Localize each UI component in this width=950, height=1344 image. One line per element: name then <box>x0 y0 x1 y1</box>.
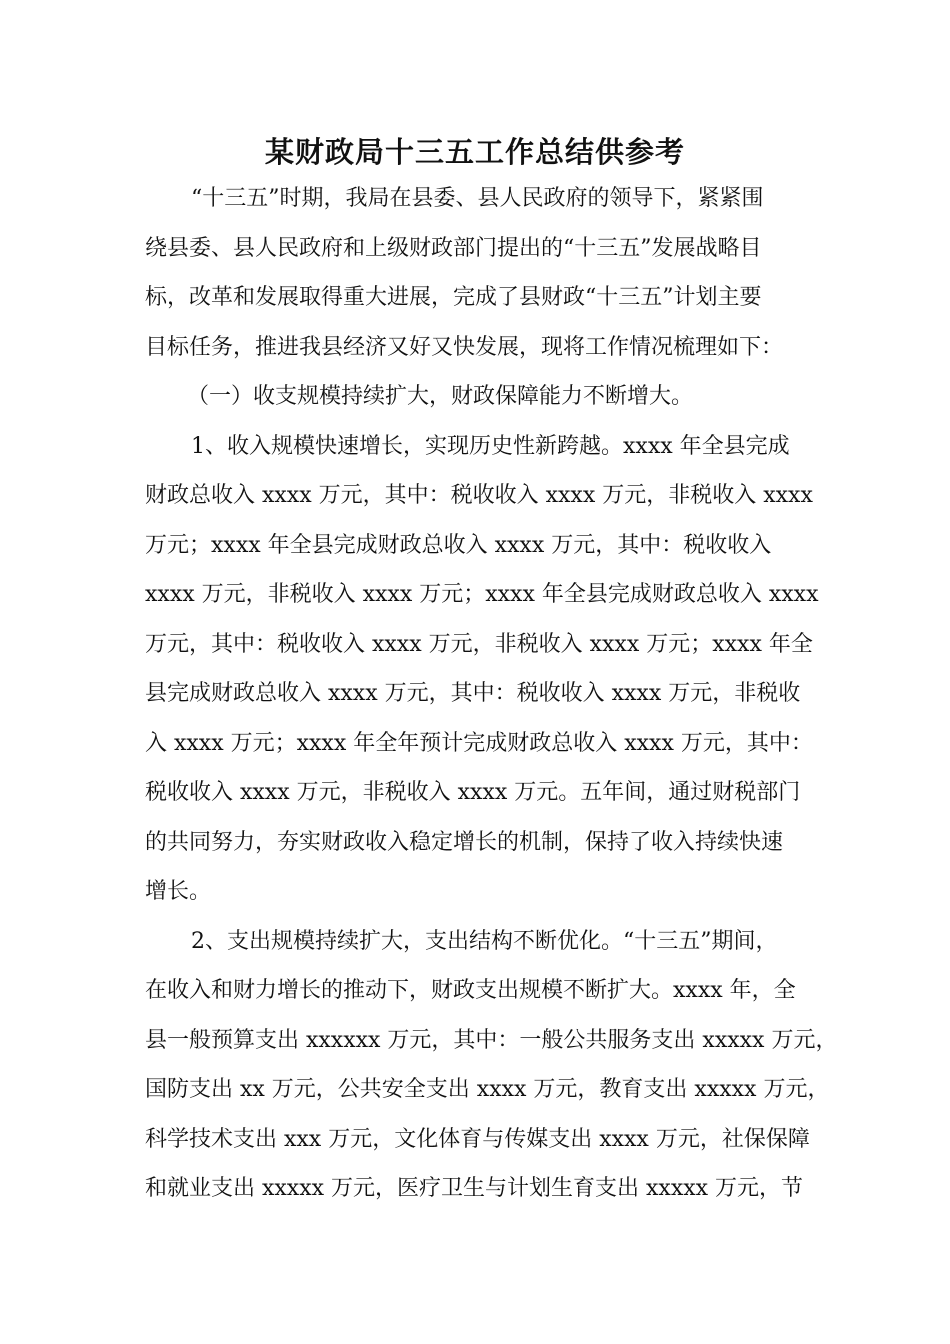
text-line: 和就业支出 xxxxx 万元，医疗卫生与计划生育支出 xxxxx 万元，节 <box>145 1176 804 1201</box>
text-line: 税收收入 xxxx 万元，非税收入 xxxx 万元。五年间，通过财税部门 <box>145 780 801 805</box>
text-line: “十三五”时期，我局在县委、县人民政府的领导下，紧紧围 <box>191 186 764 211</box>
text-line: 入 xxxx 万元；xxxx 年全年预计完成财政总收入 xxxx 万元，其中： <box>145 730 813 756</box>
text-line: 标，改革和发展取得重大进展，完成了县财政“十三五”计划主要 <box>145 285 762 310</box>
section-heading: （一）收支规模持续扩大，财政保障能力不断增大。 <box>187 384 694 409</box>
text-line: 绕县委、县人民政府和上级财政部门提出的“十三五”发展战略目 <box>145 235 762 261</box>
text-line: 财政总收入 xxxx 万元，其中：税收收入 xxxx 万元，非税收入 xxxx <box>145 483 813 508</box>
text-line: 万元；xxxx 年全县完成财政总收入 xxxx 万元，其中：税收收入 <box>145 532 772 558</box>
text-line: 县一般预算支出 xxxxxx 万元，其中：一般公共服务支出 xxxxx 万元， <box>145 1027 838 1053</box>
text-line: 县完成财政总收入 xxxx 万元，其中：税收收入 xxxx 万元，非税收 <box>145 681 801 706</box>
document-body <box>145 174 838 1214</box>
text-line: 的共同努力，夯实财政收入稳定增长的机制，保持了收入持续快速 <box>145 829 784 855</box>
text-line: 科学技术支出 xxx 万元，文化体育与传媒支出 xxxx 万元，社保保障 <box>145 1126 810 1152</box>
text-line: 2、支出规模持续扩大，支出结构不断优化。“十三五”期间， <box>191 928 778 954</box>
text-line: 1、收入规模快速增长，实现历史性新跨越。xxxx 年全县完成 <box>191 433 790 459</box>
text-line: 目标任务，推进我县经济又好又快发展，现将工作情况梳理如下： <box>145 334 784 360</box>
text-line: 增长。 <box>145 879 212 904</box>
document-title: 某财政局十三五工作总结供参考 <box>264 135 685 169</box>
text-line: 在收入和财力增长的推动下，财政支出规模不断扩大。xxxx 年，全 <box>145 978 796 1003</box>
text-line: xxxx 万元，非税收入 xxxx 万元；xxxx 年全县完成财政总收入 xxxx <box>145 582 819 607</box>
text-line: 万元，其中：税收收入 xxxx 万元，非税收入 xxxx 万元；xxxx 年全 <box>145 631 813 657</box>
text-line: 国防支出 xx 万元，公共安全支出 xxxx 万元，教育支出 xxxxx 万元， <box>145 1077 830 1102</box>
